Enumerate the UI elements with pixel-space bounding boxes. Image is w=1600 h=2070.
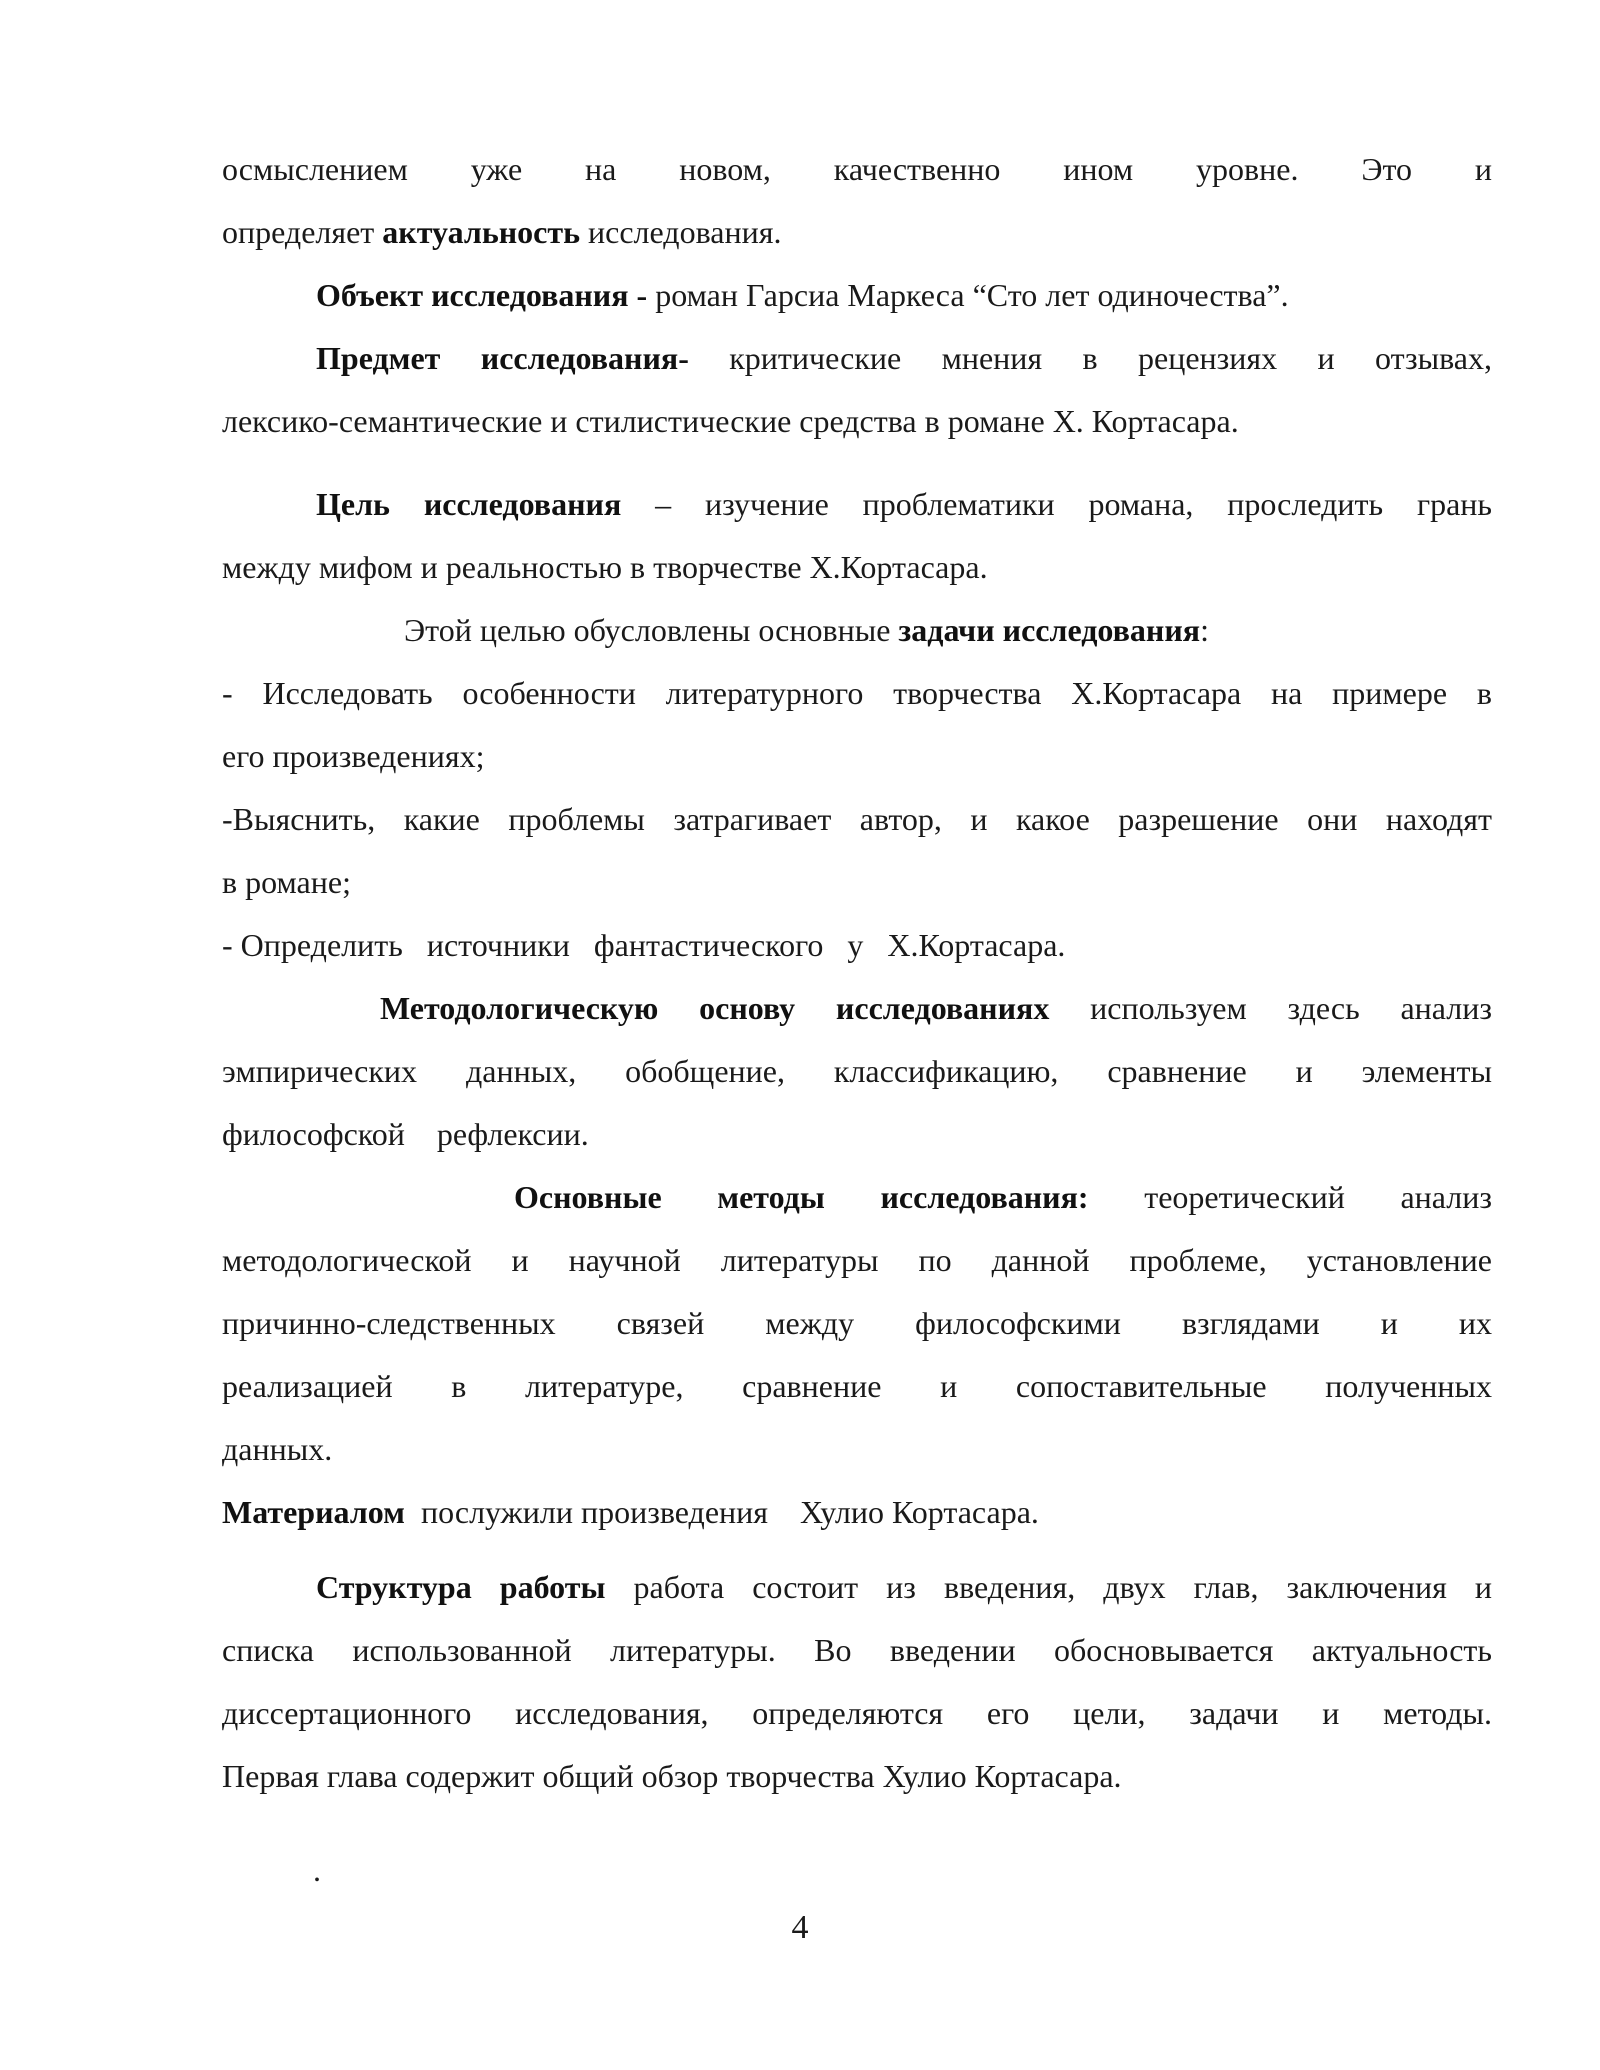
structure-line-2: списка использованной литературы. Во введении обосновывается актуальность [222, 1632, 1492, 1668]
goal-heading: Цель исследования [316, 486, 622, 522]
methods-heading: Основные методы исследования: [514, 1179, 1089, 1215]
methodology-line-1: Методологическую основу исследованиях используем здесь анализ [380, 990, 1493, 1026]
tasks-heading: задачи исследования [898, 612, 1201, 648]
intro-line-2: определяет актуальность исследования. [222, 214, 782, 250]
structure-heading: Структура работы [316, 1569, 606, 1605]
task-1-line-2: его произведениях; [222, 738, 485, 774]
tasks-intro: Этой целью обусловлены основные задачи исследования: [404, 612, 1209, 648]
page-number: 4 [791, 1909, 809, 1946]
task-2-line-2: в романе; [222, 864, 351, 900]
object-heading: Объект исследования - [316, 277, 648, 313]
methods-line-1: Основные методы исследования: теоретический анализ [514, 1179, 1493, 1215]
structure-line-1: Структура работы работа состоит из введения, двух глав, заключения и [316, 1569, 1493, 1605]
methods-line-5: данных. [222, 1431, 333, 1467]
subject-line-1: Предмет исследования- критические мнения в рецензиях и отзывах, [316, 340, 1493, 376]
goal-line-1: Цель исследования – изучение проблематики романа, проследить грань [316, 486, 1493, 522]
material-heading: Материалом [222, 1494, 405, 1530]
subject-line-2: лексико-семантические и стилистические средства в романе Х. Кортасара. [222, 403, 1239, 439]
task-2-line-1: -Выяснить, какие проблемы затрагивает автор, и какое разрешение они находят [222, 801, 1492, 837]
methodology-heading: Методологическую основу исследованиях [380, 990, 1050, 1026]
intro-line-1: осмыслением уже на новом, качественно ином уровне. Это и [222, 151, 1492, 187]
methods-line-2: методологической и научной литературы по данной проблеме, установление [222, 1242, 1492, 1278]
methods-line-3: причинно-следственных связей между философскими взглядами и их [222, 1305, 1492, 1341]
structure-line-3: диссертационного исследования, определяются его цели, задачи и методы. [222, 1695, 1492, 1731]
keyword-relevance: актуальность [382, 214, 581, 250]
methods-line-4: реализацией в литературе, сравнение и сопоставительные полученных [222, 1368, 1492, 1404]
material-paragraph: Материалом послужили произведения Хулио Кортасара. [222, 1494, 1039, 1530]
stray-dot: . [313, 1852, 321, 1888]
object-paragraph: Объект исследования - роман Гарсиа Маркеса “Сто лет одиночества”. [316, 277, 1289, 313]
subject-heading: Предмет исследования- [316, 340, 689, 376]
goal-line-2: между мифом и реальностью в творчестве Х.Кортасара. [222, 549, 988, 585]
methodology-line-2: эмпирических данных, обобщение, классификацию, сравнение и элементы [222, 1053, 1492, 1089]
methodology-line-3: философской рефлексии. [222, 1116, 589, 1152]
structure-line-4: Первая глава содержит общий обзор творчества Хулио Кортасара. [222, 1758, 1122, 1794]
task-1-line-1: - Исследовать особенности литературного творчества Х.Кортасара на примере в [222, 675, 1492, 711]
task-3: - Определить источники фантастического у Х.Кортасара. [222, 927, 1066, 963]
